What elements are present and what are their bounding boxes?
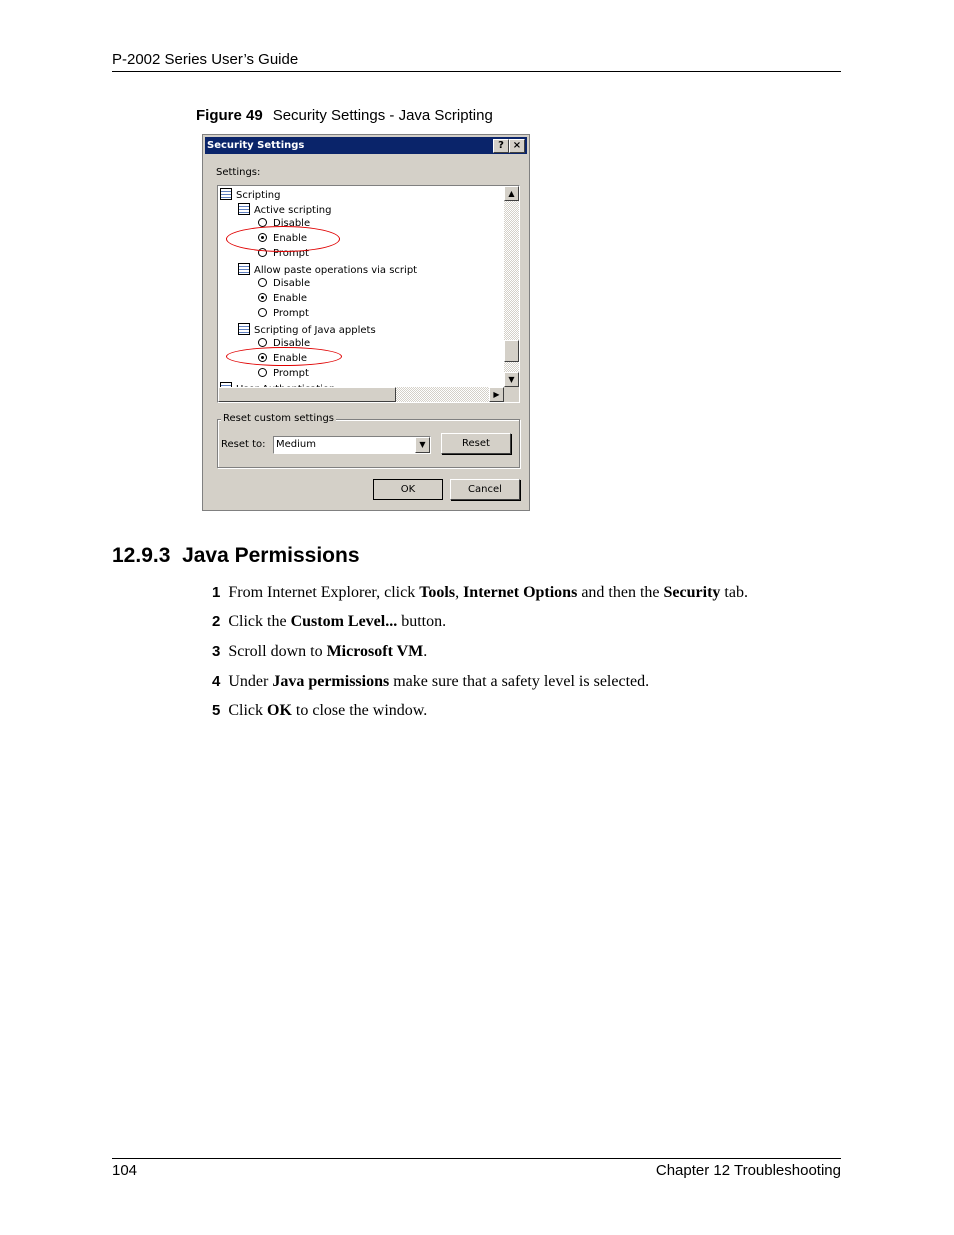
- radio-label: Enable: [273, 233, 308, 244]
- horizontal-scrollbar[interactable]: [218, 387, 504, 402]
- tree-item-active-scripting: [238, 203, 331, 217]
- reset-to-value: Medium: [276, 439, 316, 450]
- radio-label: Enable: [273, 353, 308, 364]
- reset-group-title: Reset custom settings: [223, 413, 334, 424]
- step-item: [212, 584, 748, 602]
- step-text: ,: [455, 584, 464, 601]
- step-bold: OK: [267, 702, 292, 719]
- step-number: 1: [212, 584, 221, 601]
- tree-item-scripting: [220, 188, 280, 202]
- dialog-titlebar: [205, 137, 527, 154]
- step-bold: Tools: [419, 584, 456, 601]
- step-text: Under: [228, 673, 273, 690]
- section-heading: [112, 544, 360, 568]
- radio-paste-disable[interactable]: [258, 278, 310, 290]
- step-number: 2: [212, 613, 221, 630]
- radio-java-prompt[interactable]: [258, 368, 309, 380]
- radio-label: Disable: [273, 278, 311, 289]
- step-text: and then the: [577, 584, 664, 601]
- reset-to-select[interactable]: [273, 436, 431, 454]
- step-bold: Custom Level...: [290, 613, 398, 630]
- figure-caption: [196, 107, 493, 124]
- radio-label: Disable: [273, 218, 311, 229]
- dialog-title: Security Settings: [207, 140, 305, 151]
- reset-to-label: Reset to:: [221, 439, 266, 450]
- step-text: From Internet Explorer, click: [228, 584, 420, 601]
- radio-paste-prompt[interactable]: [258, 308, 309, 320]
- step-text: to close the window.: [291, 702, 428, 719]
- radio-label: Enable: [273, 293, 308, 304]
- vertical-scroll-thumb[interactable]: [504, 340, 519, 362]
- step-item: [212, 673, 649, 691]
- step-number: 4: [212, 673, 221, 690]
- horizontal-scroll-thumb[interactable]: [218, 387, 396, 402]
- radio-label: Prompt: [273, 248, 309, 259]
- radio-on-icon: [258, 293, 267, 302]
- figure-caption-text: Security Settings - Java Scripting: [272, 107, 493, 124]
- step-item: [212, 702, 427, 720]
- radio-off-icon: [258, 308, 267, 317]
- step-bold: Microsoft VM: [326, 643, 424, 660]
- settings-page-icon: [238, 323, 250, 335]
- settings-label: Settings:: [216, 167, 261, 178]
- tree-item-label: Scripting of Java applets: [254, 325, 376, 336]
- tree-item-label: Active scripting: [254, 205, 332, 216]
- settings-tree[interactable]: [217, 185, 520, 403]
- radio-off-icon: [258, 368, 267, 377]
- radio-off-icon: [258, 338, 267, 347]
- radio-paste-enable[interactable]: [258, 293, 307, 305]
- step-text: make sure that a safety level is selected.: [389, 673, 650, 690]
- step-item: [212, 613, 446, 631]
- security-settings-dialog: [202, 134, 530, 511]
- ok-button[interactable]: OK: [373, 479, 443, 500]
- settings-page-icon: [238, 203, 250, 215]
- chapter-footer: Chapter 12 Troubleshooting: [655, 1162, 841, 1179]
- step-number: 3: [212, 643, 221, 660]
- reset-button[interactable]: Reset: [441, 433, 511, 454]
- step-text: button.: [397, 613, 447, 630]
- step-item: [212, 643, 427, 661]
- scrollbar-corner: [504, 387, 519, 402]
- tree-item-label: Scripting: [236, 190, 281, 201]
- highlight-ellipse: [226, 347, 342, 366]
- scroll-right-icon[interactable]: ▶: [489, 387, 504, 402]
- footer-rule: [112, 1158, 841, 1159]
- close-button[interactable]: ×: [509, 139, 525, 153]
- step-bold: Security: [663, 584, 721, 601]
- radio-label: Prompt: [273, 368, 309, 379]
- radio-off-icon: [258, 278, 267, 287]
- settings-page-icon: [238, 263, 250, 275]
- highlight-ellipse: [226, 226, 340, 252]
- help-button[interactable]: ?: [493, 139, 509, 153]
- step-bold: Internet Options: [463, 584, 578, 601]
- tree-item-java-applets: [238, 323, 376, 337]
- section-title: Java Permissions: [182, 544, 360, 567]
- radio-label: Prompt: [273, 308, 309, 319]
- header-rule: [112, 71, 841, 72]
- step-text: tab.: [720, 584, 748, 601]
- step-text: Click: [228, 702, 268, 719]
- settings-page-icon: [220, 188, 232, 200]
- chevron-down-icon[interactable]: ▼: [415, 437, 430, 453]
- scroll-down-icon[interactable]: ▼: [504, 372, 519, 387]
- step-text: Scroll down to: [228, 643, 327, 660]
- step-number: 5: [212, 702, 221, 719]
- cancel-button[interactable]: Cancel: [450, 479, 520, 500]
- figure-label: Figure 49: [196, 107, 263, 124]
- step-bold: Java permissions: [272, 673, 390, 690]
- running-header: P-2002 Series User’s Guide: [112, 51, 299, 68]
- step-text: .: [423, 643, 428, 660]
- section-number: 12.9.3: [112, 544, 171, 567]
- tree-item-paste: [238, 263, 417, 277]
- scroll-up-icon[interactable]: ▲: [504, 186, 519, 201]
- radio-label: Disable: [273, 338, 311, 349]
- step-text: Click the: [228, 613, 291, 630]
- vertical-scrollbar[interactable]: [504, 186, 519, 387]
- page-number: 104: [112, 1162, 138, 1179]
- tree-item-label: Allow paste operations via script: [254, 265, 418, 276]
